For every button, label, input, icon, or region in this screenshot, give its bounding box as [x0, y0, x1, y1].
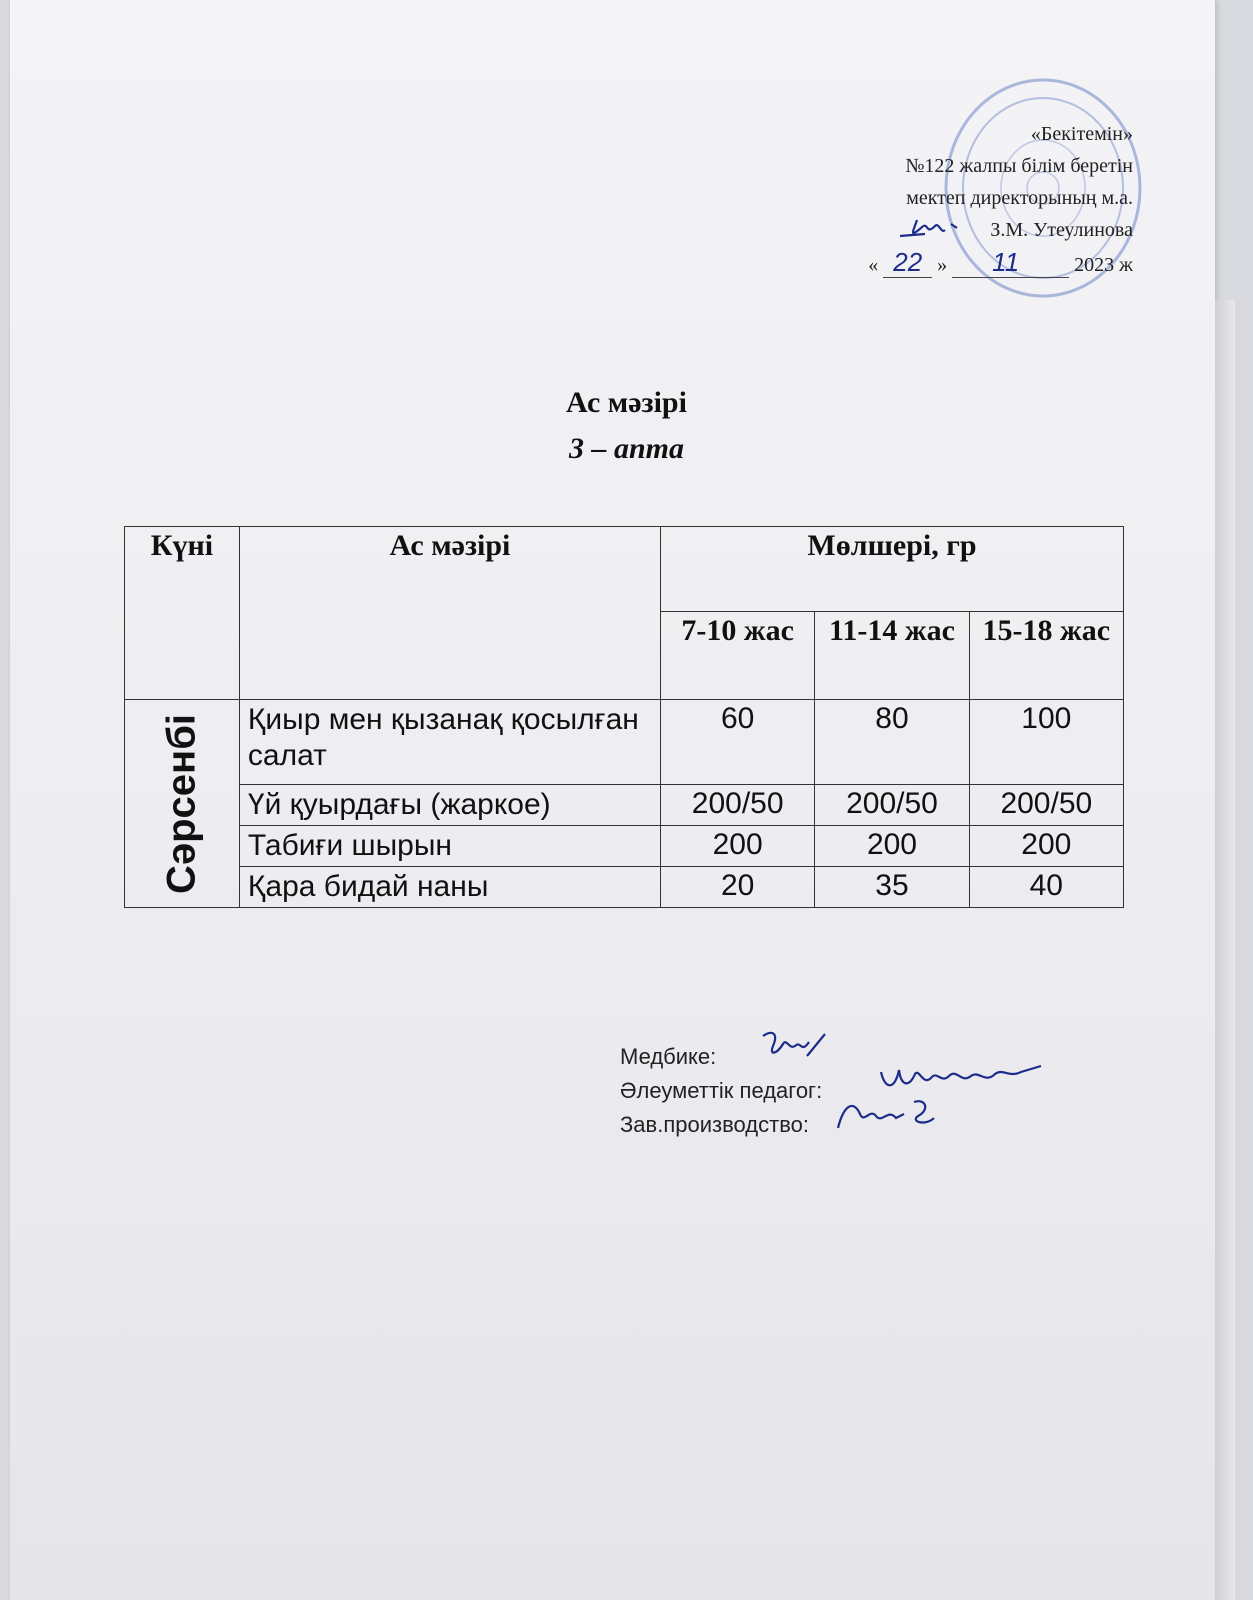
dish-name: Қара бидай наны [239, 867, 660, 908]
header-menu: Ас мәзірі [239, 527, 660, 700]
header-row [125, 527, 1124, 612]
title-block [0, 380, 1253, 472]
age-group-2: 11-14 жас [815, 612, 969, 700]
amount-cell: 20 [660, 867, 814, 908]
dish-name: Табиғи шырын [239, 826, 660, 867]
approval-position: мектеп директорының м.а. [906, 187, 1133, 209]
table-row [125, 826, 1124, 867]
page-title: Ас мәзірі [566, 386, 687, 419]
day-cell [125, 700, 240, 908]
amount-cell: 40 [969, 867, 1123, 908]
age-group-3: 15-18 жас [969, 612, 1123, 700]
header-day: Күні [125, 527, 240, 700]
amount-cell: 200/50 [660, 785, 814, 826]
date-day: 22 [883, 247, 932, 278]
date-month: 11 [952, 247, 1069, 278]
signature-row-social [620, 1074, 822, 1108]
director-name: З.М. Утеулинова [990, 219, 1133, 241]
amount-cell: 200 [969, 826, 1123, 867]
dish-name: Үй қуырдағы (жаркое) [239, 785, 660, 826]
approval-date: « 22 » 11 2023 ж [868, 247, 1133, 277]
approval-block [793, 118, 1133, 281]
page-edge [1215, 300, 1235, 1600]
nurse-label: Медбике: [620, 1044, 717, 1069]
age-group-1: 7-10 жас [660, 612, 814, 700]
amount-cell: 200 [660, 826, 814, 867]
amount-cell: 200/50 [815, 785, 969, 826]
table-row [125, 867, 1124, 908]
amount-cell: 100 [969, 700, 1123, 785]
date-year: 2023 ж [1074, 254, 1133, 276]
table-row [125, 785, 1124, 826]
table-row [125, 700, 1124, 785]
amount-cell: 200 [815, 826, 969, 867]
page-subtitle: 3 – апта [568, 432, 685, 465]
menu-table [124, 526, 1124, 908]
signature-row-production [620, 1108, 822, 1142]
nurse-signature [755, 1026, 835, 1070]
amount-cell: 80 [815, 700, 969, 785]
director-signature [895, 214, 985, 244]
production-signature [830, 1094, 950, 1138]
dish-name: Қиыр мен қызанақ қосылған салат [239, 700, 660, 785]
approval-title: «Бекітемін» [1030, 123, 1133, 145]
approval-school: №122 жалпы білім беретін [905, 155, 1133, 177]
header-amount: Мөлшері, гр [660, 527, 1123, 612]
signature-row-nurse [620, 1040, 822, 1074]
approval-director [793, 214, 1133, 246]
amount-cell: 35 [815, 867, 969, 908]
production-label: Зав.производство: [620, 1112, 809, 1137]
social-label: Әлеуметтік педагог: [620, 1078, 823, 1103]
amount-cell: 200/50 [969, 785, 1123, 826]
signatures-block [620, 1040, 822, 1142]
day-label: Сәрсенбі [159, 713, 204, 894]
amount-cell: 60 [660, 700, 814, 785]
